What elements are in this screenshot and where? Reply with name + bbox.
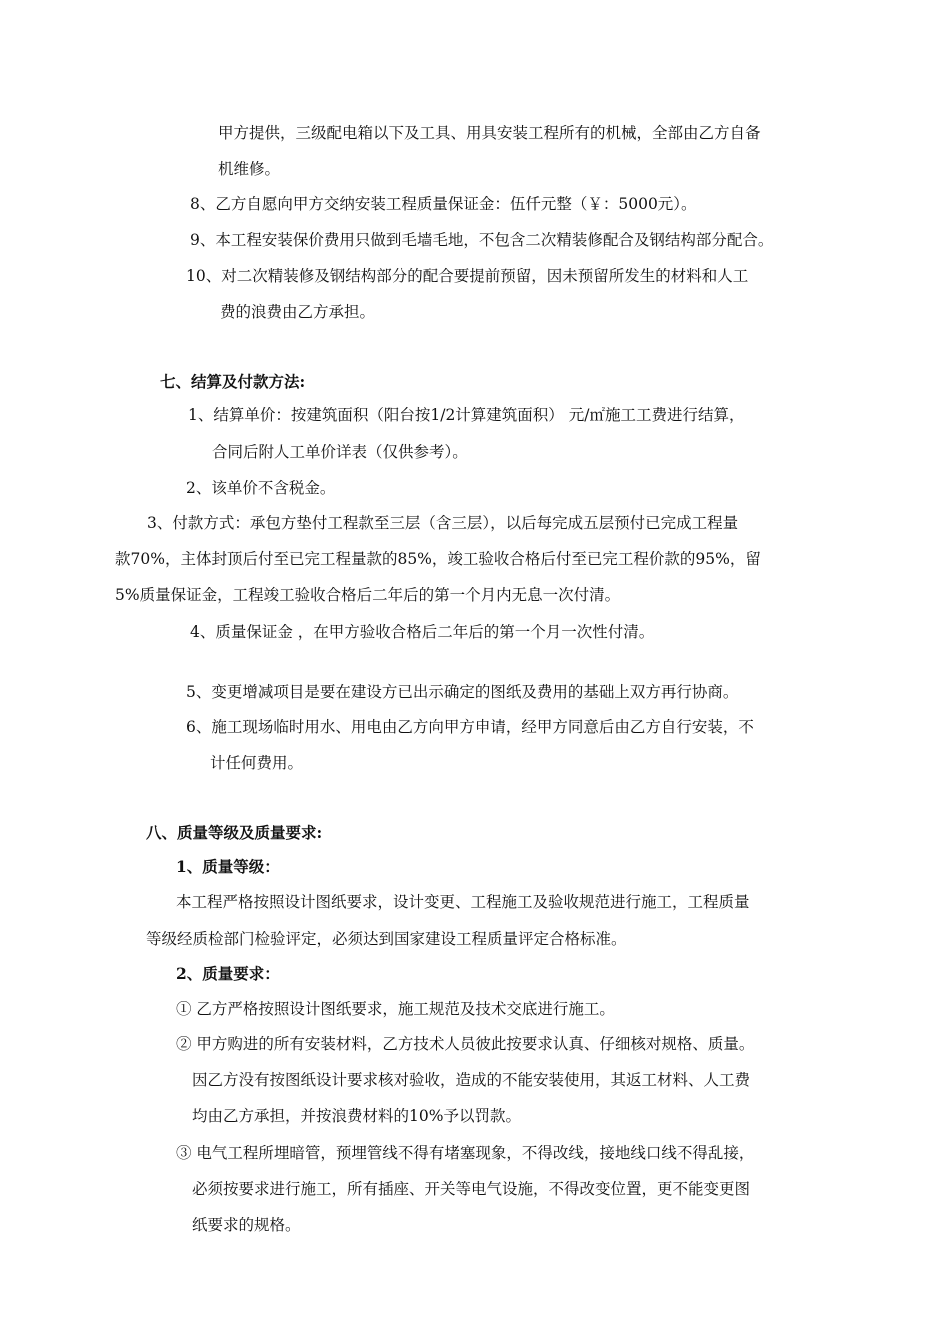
- clause-2-tax: 2、该单价不含税金。: [186, 479, 336, 497]
- text-line: 本工程严格按照设计图纸要求，设计变更、工程施工及验收规范进行施工，工程质量: [176, 893, 750, 911]
- text-line: 5%质量保证金，工程竣工验收合格后二年后的第一个月内无息一次付清。: [115, 586, 621, 604]
- text-line: 等级经质检部门检验评定，必须达到国家建设工程质量评定合格标准。: [146, 930, 627, 948]
- clause-6-utilities: 6、施工现场临时用水、用电由乙方向甲方申请，经甲方同意后由乙方自行安装，不: [186, 718, 754, 736]
- clause-4-warranty: 4、质量保证金 ，在甲方验收合格后二年后的第一个月一次性付清。: [190, 623, 655, 641]
- clause-3-payment: 3、付款方式：承包方垫付工程款至三层（含三层），以后每完成五层预付已完成工程量: [147, 514, 739, 532]
- text-line: 机维修。: [218, 160, 281, 178]
- section-heading-7: 七、结算及付款方法:: [160, 372, 306, 391]
- text-line: 均由乙方承担，并按浪费材料的10%予以罚款。: [192, 1107, 521, 1125]
- clause-8: 8、乙方自愿向甲方交纳安装工程质量保证金：伍仟元整（￥：5000元）。: [190, 195, 697, 213]
- clause-1-unit-price: 1、结算单价：按建筑面积（阳台按1/2计算建筑面积） 元/㎡施工工费进行结算，: [188, 406, 745, 424]
- subheading-quality-requirements: 2、质量要求：: [176, 964, 280, 983]
- requirement-3: ③ 电气工程所埋暗管，预埋管线不得有堵塞现象，不得改线，接地线口线不得乱接，: [176, 1144, 755, 1162]
- subheading-quality-grade: 1、质量等级：: [176, 857, 280, 876]
- clause-5-changes: 5、变更增减项目是要在建设方已出示确定的图纸及费用的基础上双方再行协商。: [186, 683, 739, 701]
- requirement-2: ② 甲方购进的所有安装材料，乙方技术人员彼此按要求认真、仔细核对规格、质量。: [176, 1035, 755, 1053]
- text-line: 费的浪费由乙方承担。: [220, 303, 376, 321]
- clause-10: 10、对二次精装修及钢结构部分的配合要提前预留，因未预留所发生的材料和人工: [186, 267, 749, 285]
- text-line: 因乙方没有按图纸设计要求核对验收，造成的不能安装使用，其返工材料、人工费: [192, 1071, 751, 1089]
- text-line: 必须按要求进行施工，所有插座、开关等电气设施，不得改变位置，更不能变更图: [192, 1180, 751, 1198]
- requirement-1: ① 乙方严格按照设计图纸要求，施工规范及技术交底进行施工。: [176, 1000, 615, 1018]
- text-line: 计任何费用。: [210, 754, 304, 772]
- text-line: 合同后附人工单价详表（仅供参考）。: [212, 443, 468, 461]
- text-line: 款70%，主体封顶后付至已完工程量款的85%，竣工验收合格后付至已完工程价款的95%，留: [115, 550, 761, 568]
- text-line: 纸要求的规格。: [192, 1216, 301, 1234]
- section-heading-8: 八、质量等级及质量要求:: [146, 823, 323, 842]
- clause-9: 9、本工程安装保价费用只做到毛墙毛地，不包含二次精装修配合及钢结构部分配合。: [190, 231, 774, 249]
- text-line: 甲方提供，三级配电箱以下及工具、用具安装工程所有的机械，全部由乙方自备: [218, 124, 761, 142]
